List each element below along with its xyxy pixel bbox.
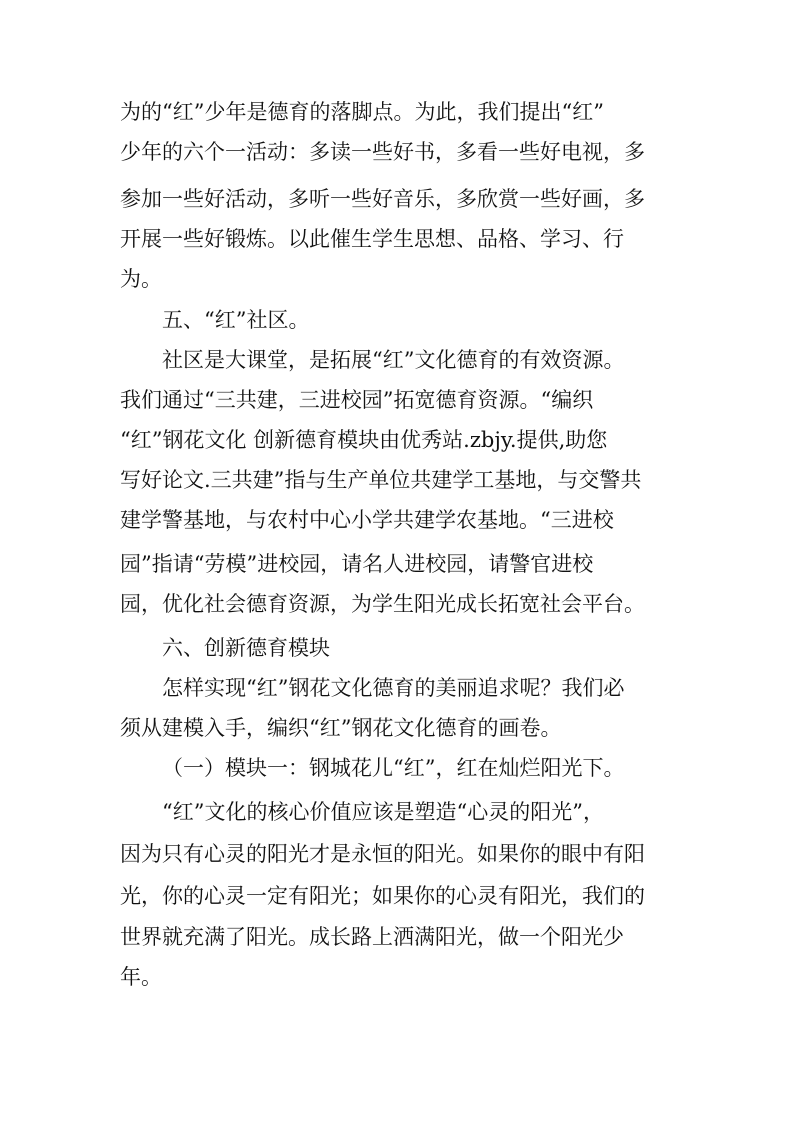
text-line-11: 建学警基地，与农村中心小学共建学农基地。“三进校	[120, 508, 614, 532]
text-line-7: 社区是大课堂，是拓展“红”文化德育的有效资源。	[162, 348, 625, 372]
text-line-15: 怎样实现“红”钢花文化德育的美丽追求呢？我们必	[162, 676, 625, 700]
subsection-heading-1: （一）模块一：钢城花儿“红”，红在灿烂阳光下。	[162, 756, 625, 780]
text-line-18: “红”文化的核心价值应该是塑造“心灵的阳光”，	[162, 800, 604, 824]
text-line-21: 世界就充满了阳光。成长路上洒满阳光，做一个阳光少	[120, 925, 624, 949]
text-line-2: 少年的六个一活动：多读一些好书，多看一些好电视，多	[120, 140, 645, 164]
section-heading-5: 五、“红”社区。	[162, 308, 310, 332]
text-line-12: 园”指请“劳模”进校园，请名人进校园，请警官进校	[120, 552, 594, 576]
text-line-4: 开展一些好锻炼。以此催生学生思想、品格、学习、行	[120, 227, 624, 251]
text-line-16: 须从建模入手，编织“红”钢花文化德育的画卷。	[120, 716, 562, 740]
text-line-5: 为。	[120, 267, 162, 291]
text-line-22: 年。	[120, 965, 162, 989]
text-line-8: 我们通过“三共建，三进校园”拓宽德育资源。“编织	[120, 388, 594, 412]
section-heading-6: 六、创新德育模块	[162, 636, 330, 660]
text-line-10: 写好论文.三共建”指与生产单位共建学工基地，与交警共	[120, 468, 642, 492]
text-line-1: 为的“红”少年是德育的落脚点。为此，我们提出“红”	[120, 100, 604, 124]
text-line-9: “红”钢花文化 创新德育模块由优秀站.zbjy.提供,助您	[120, 428, 608, 452]
text-line-3: 参加一些好活动，多听一些好音乐，多欣赏一些好画，多	[120, 187, 645, 211]
text-line-13: 园，优化社会德育资源，为学生阳光成长拓宽社会平台。	[120, 592, 645, 616]
text-line-19: 因为只有心灵的阳光才是永恒的阳光。如果你的眼中有阳	[120, 842, 645, 866]
text-line-20: 光，你的心灵一定有阳光；如果你的心灵有阳光，我们的	[120, 884, 645, 908]
